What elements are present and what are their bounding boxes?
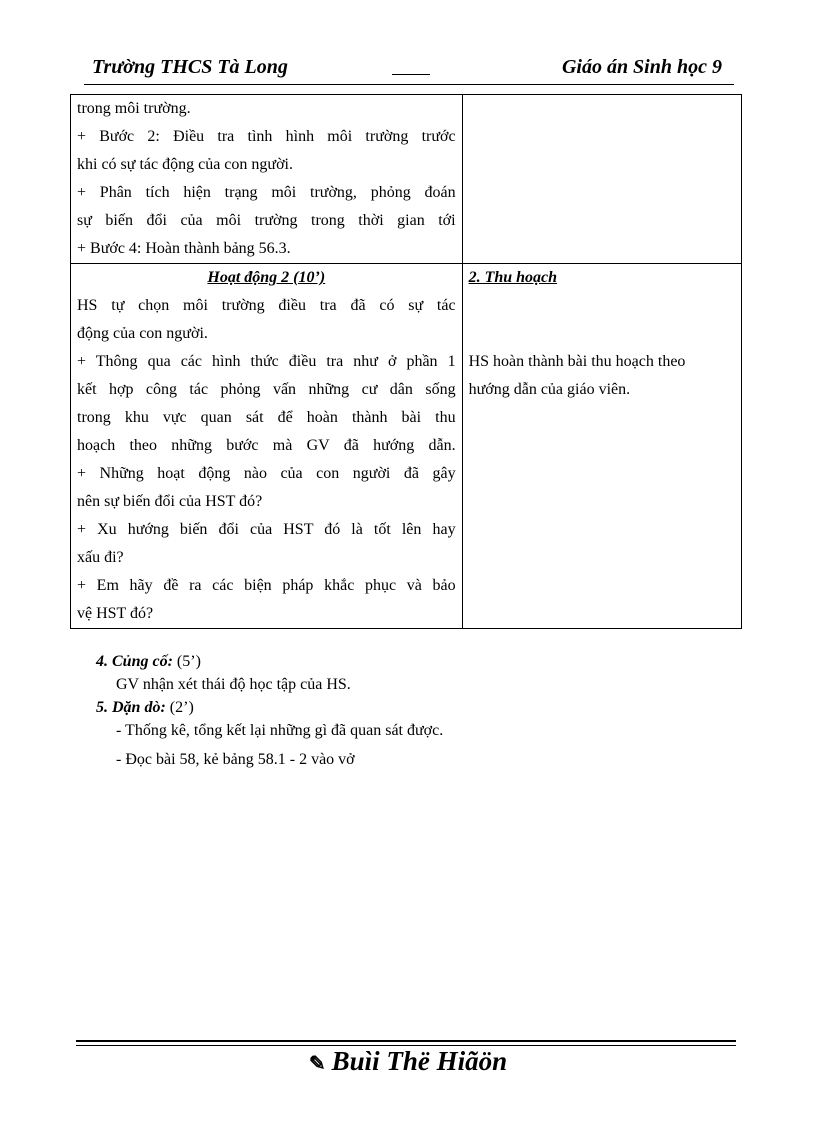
table-row — [71, 95, 742, 264]
homework-heading-line — [96, 696, 443, 719]
text-line: + Em hãy đề ra các biện pháp khắc phục và bảo — [77, 577, 456, 594]
text-line: hướng dẫn của giáo viên. — [468, 381, 631, 398]
text-line: động của con người. — [77, 325, 208, 342]
footer-rule — [76, 1040, 736, 1042]
page-header — [92, 56, 722, 84]
text-line: khi có sự tác động của con người. — [77, 156, 293, 173]
text-line: vệ HST đó? — [77, 605, 154, 622]
text-line: + Bước 4: Hoàn thành bảng 56.3. — [77, 240, 291, 257]
lesson-table — [70, 94, 742, 629]
spacer — [469, 292, 735, 348]
text-line: kết hợp công tác phỏng vấn những cư dân sống — [77, 381, 456, 398]
text-line: hoạch theo những bước mà GV đã hướng dẫn. — [77, 437, 456, 454]
text-line: HS tự chọn môi trường điều tra đã có sự tác — [77, 297, 456, 314]
text-line: sự biến đổi của môi trường trong thời gian tới — [77, 212, 456, 229]
homework-heading: 5. Dặn dò: — [96, 699, 166, 716]
homework-time: (2’) — [165, 699, 194, 716]
page-footer — [0, 1046, 816, 1077]
pencil-icon: ✎ — [308, 1053, 326, 1075]
activity2-cell — [71, 264, 463, 629]
text-line: trong môi trường. — [77, 100, 191, 117]
consolidate-text: GV nhận xét thái độ học tập của HS. — [116, 676, 351, 693]
text-line: + Thông qua các hình thức điều tra như ở phần 1 — [77, 353, 456, 370]
homework-item: - Thống kê, tổng kết lại những gì đã quan sát được. — [116, 722, 444, 739]
consolidate-time: (5’) — [172, 653, 201, 670]
text-line: + Những hoạt động nào của con người đã gây — [77, 465, 456, 482]
empty-cell — [462, 95, 741, 264]
text-line: trong khu vực quan sát để hoàn thành bài thu — [77, 409, 456, 426]
school-name: Trường THCS Tà Long — [92, 56, 288, 78]
homework-item: - Đọc bài 58, kẻ bảng 58.1 - 2 vào vở — [116, 751, 355, 768]
header-rule — [84, 84, 734, 85]
result-cell — [462, 264, 741, 629]
subject-title: Giáo án Sinh học 9 — [561, 56, 722, 78]
text-line: HS hoàn thành bài thu hoạch theo — [468, 353, 686, 370]
table-row — [71, 264, 742, 629]
text-line: nên sự biến đổi của HST đó? — [77, 493, 263, 510]
lesson-closing — [96, 650, 443, 771]
teacher-activity-cell — [71, 95, 463, 264]
text-line: + Bước 2: Điều tra tình hình môi trường trước — [77, 128, 456, 145]
section-title: 2. Thu hoạch — [468, 269, 558, 286]
author-name: Buìi Thë Hiãön — [331, 1046, 508, 1076]
header-separator — [392, 74, 430, 75]
consolidate-heading: 4. Củng cố: — [96, 653, 173, 670]
text-line: xấu đi? — [77, 549, 124, 566]
text-line: + Xu hướng biến đổi của HST đó là tốt lên hay — [77, 521, 456, 538]
consolidate-heading-line — [96, 650, 443, 673]
activity2-title: Hoạt động 2 (10’) — [207, 269, 326, 286]
text-line: + Phân tích hiện trạng môi trường, phỏng đoán — [77, 184, 456, 201]
